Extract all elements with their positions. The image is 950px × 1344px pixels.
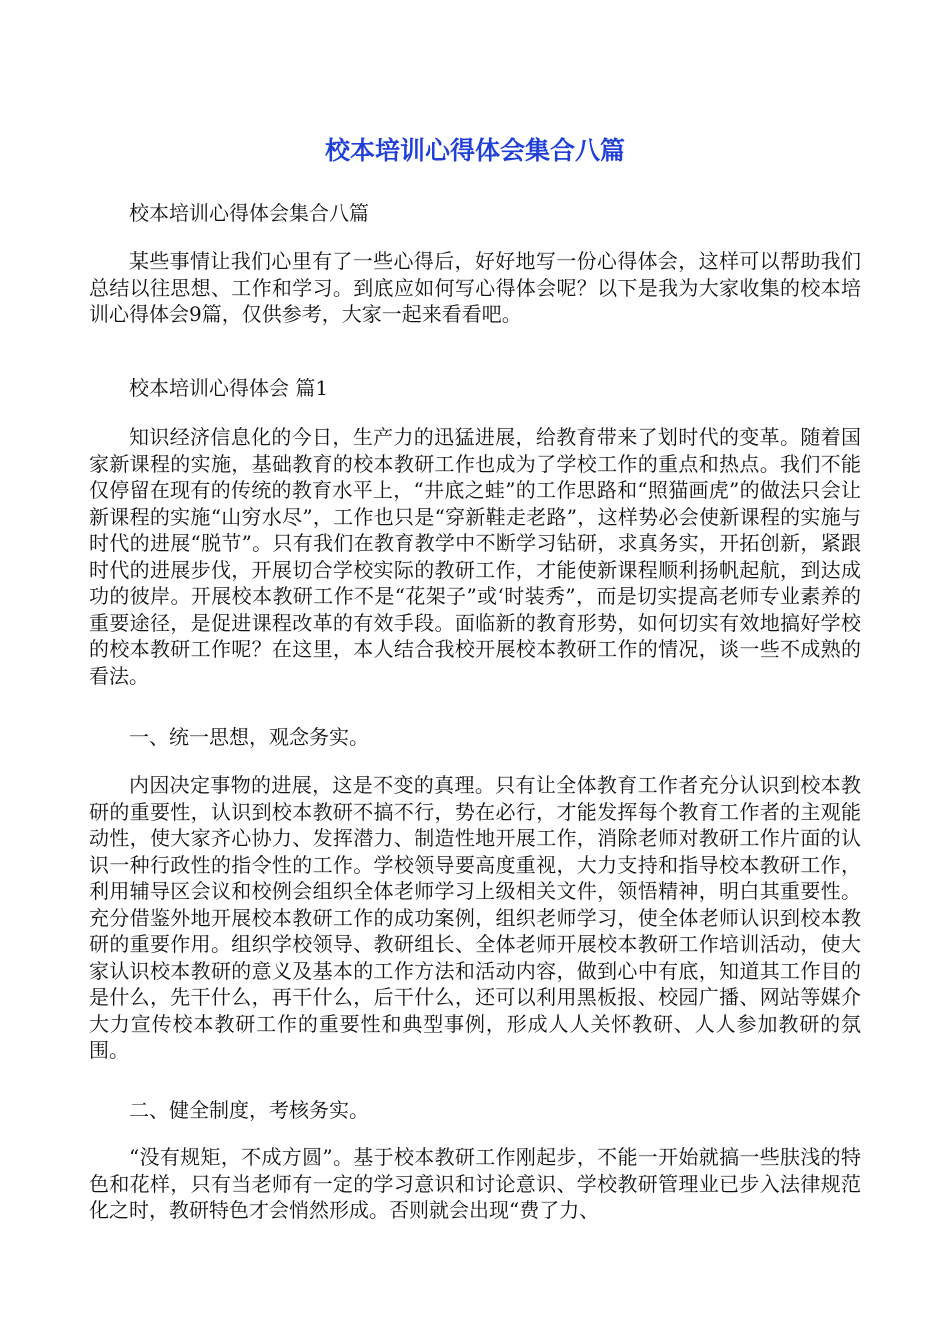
subsection-heading: 二、健全制度，考核务实。: [129, 1098, 369, 1122]
body-paragraph: 知识经济信息化的今日，生产力的迅猛进展，给教育带来了划时代的变革。随着国家新课程的实施，基础教育的校本教研工作也成为了学校工作的重点和热点。我们不能仅停留在现有的传统的教育水平上，“井底之蛙”的工作思路和“照猫画虎”的做法只会让新课程的实施“山穷水尽”，工作也只是“穿新鞋走老路”，这样势必会使新课程的实施与时代的进展“脱节”。只有我们在教育教学中不断学习钻研，求真务实，开拓创新，紧跟时代的进展步伐，开展切合学校实际的教研工作，才能使新课程顺利扬帆起航，到达成功的彼岸。开展校本教研工作不是“花架子”或‘时装秀”，而是切实提高老师专业素养的重要途径，是促进课程改革的有效手段。面临新的教育形势，如何切实有效地搞好学校的校本教研工作呢？在这里，本人结合我校开展校本教研工作的情况，谈一些不成熟的看法。: [89, 425, 861, 688]
body-paragraph: “没有规矩，不成方圆”。基于校本教研工作刚起步，不能一开始就搞一些肤浅的特色和花样，只有当老师有一定的学习意识和讨论意识、学校教研管理业已步入法律规范化之时，教研特色才会悄然形成。否则就会出现“费了力、: [89, 1145, 861, 1222]
subsection-heading: 一、统一思想，观念务实。: [129, 725, 369, 749]
document-title: 校本培训心得体会集合八篇: [324, 136, 625, 165]
body-paragraph: 内因决定事物的进展，这是不变的真理。只有让全体教育工作者充分认识到校本教研的重要性，认识到校本教研不搞不行，势在必行，才能发挥每个教育工作者的主观能动性，使大家齐心协力、发挥潜力、制造性地开展工作，消除老师对教研工作片面的认识一种行政性的指令性的工作。学校领导要高度重视，大力支持和指导校本教研工作，利用辅导区会议和校例会组织全体老师学习上级相关文件，领悟精神，明白其重要性。充分借鉴外地开展校本教研工作的成功案例，组织老师学习，使全体老师认识到校本教研的重要作用。组织学校领导、教研组长、全体老师开展校本教研工作培训活动，使大家认识校本教研的意义及基本的工作方法和活动内容，做到心中有底，知道其工作目的是什么，先干什么，再干什么，后干什么，还可以利用黑板报、校园广播、网站等媒介大力宣传校本教研工作的重要性和典型事例，形成人人关怀教研、人人参加教研的氛围。: [89, 773, 861, 1062]
document-subtitle: 校本培训心得体会集合八篇: [129, 201, 369, 225]
section-heading: 校本培训心得体会 篇1: [129, 376, 329, 400]
intro-paragraph: 某些事情让我们心里有了一些心得后，好好地写一份心得体会，这样可以帮助我们总结以往思想、工作和学习。到底应如何写心得体会呢？以下是我为大家收集的校本培训心得体会9篇，仅供参考，大家一起来看看吧。: [89, 249, 861, 326]
